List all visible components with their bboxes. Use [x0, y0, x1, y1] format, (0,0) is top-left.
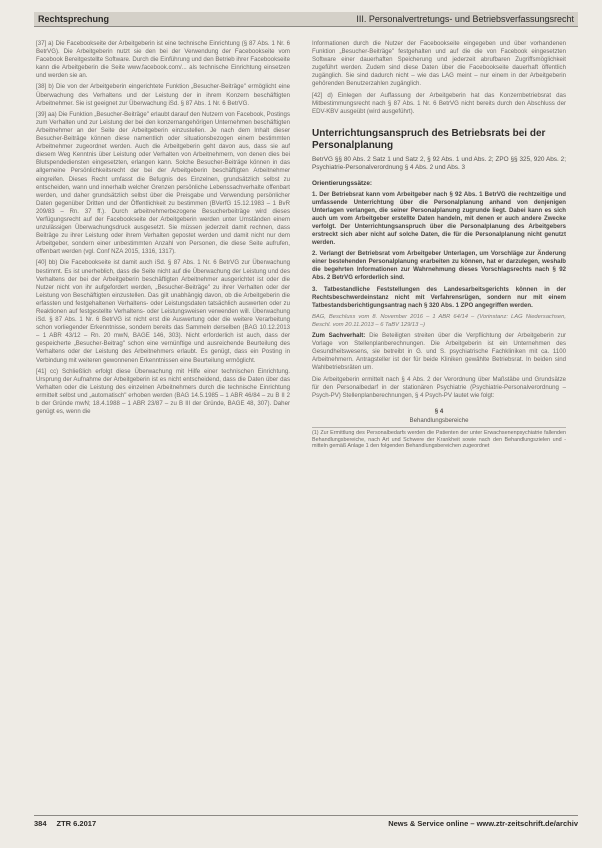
- continued-paragraph: Informationen durch die Nutzer der Facebookseite eingegeben und über vorhandenen Funktion „Besucher-Beiträge" festgehalten und auf die die von Facebook eingesetzten Software einer dauerhaften Speicherung und jederzeit abrufbaren Zugriffsmöglichkeit zugeführt werden. Zudem sind diese Daten über die Facebookseite dauerhaft öffentlich zugänglich. Sie sind dadurch nicht – wie das LAG meint – nur einem in der Arbeitgeberin gehörenden Benutzerzahlen zugänglich.: [312, 40, 566, 88]
- section-title: Unterrichtungsanspruch des Betriebsrats bei der Personalplanung: [312, 127, 546, 151]
- guiding-principle-1: 1. Der Betriebsrat kann vom Arbeitgeber nach § 92 Abs. 1 BetrVG die rechtzeitige und umfassende Unterrichtung über die Personalplanung anhand von denjenigen Unterlagen verlangen, die seiner Personalplanung zugrunde liegt. Dabei kann es sich auch um vom Arbeitgeber erstellte Daten handeln, mit denen er auch andere Zwecke verfolgt. Der Unterrichtungsanspruch über die Personalplanung des Arbeitgebers erstreckt sich aber nicht auf solche Daten, die für die Personalplanung nicht genutzt werden.: [312, 190, 566, 247]
- header-chapter-title: III. Personalvertretungs- und Betriebsverfassungsrecht: [356, 14, 574, 24]
- statute-paragraph-title: Behandlungsbereiche: [409, 416, 469, 424]
- facts-paragraph-1: [312, 332, 566, 372]
- guiding-principle-2: 2. Verlangt der Betriebsrat vom Arbeitgeber Unterlagen, um Vorschläge zur Änderung einer bestehenden Personalplanung erarbeiten zu können, hat er darzulegen, weshalb die begehrten Informationen zur Wahrnehmung dieses Vorschlagsrechts nach § 92 Abs. 2 BetrVG erforderlich sind.: [312, 250, 566, 282]
- facts-paragraph-2: Die Arbeitgeberin ermittelt nach § 4 Abs. 2 der Verordnung über Maßstäbe und Grundsätze für den Personalbedarf in der stationären Psychiatrie (Psychiatrie-Personalverordnung – Psych-PV) Stellenplanberechnungen, § 4 Psych-PV lautet wie folgt:: [312, 375, 566, 399]
- paragraph-41: [41] cc) Schließlich erfolgt diese Überwachung mit Hilfe einer technischen Einrichtung. Ursprung der Aufnahme der Arbeitgeberin ist es nicht entscheidend, dass die Daten über das Verhalten oder die Leistung des einzelnen Arbeitnehmers durch die technische Einrichtung ermittelt selbst und „automatisch" erhoben werden (BAG 14.5.1985 – 1 ABR 46/84 – zu B II 2 b der Gründe mwN; 18.4.1988 – 1 ABR 23/87 – zu B III der Gründe, BAGE 48, 307). Daher genügt es, wenn die: [36, 367, 290, 416]
- paragraph-37: [37] a) Die Facebookseite der Arbeitgeberin ist eine technische Einrichtung (§ 87 Abs. 1 Nr. 6 BetrVG). Die Arbeitgeberin nutzt sie den bei der Verwendung der Facebookseite vom Facebook Bereitgestellte Software. Durch die Einführung und den Betrieb ihrer Facebookseite kann die Arbeitgeberin die Seite www.facebook.com/... als technische Einrichtung einsetzen und werden sie an.: [36, 40, 290, 80]
- right-column: [312, 40, 566, 450]
- facts-label: Zum Sachverhalt:: [312, 332, 366, 340]
- paragraph-39: [39] aa) Die Funktion „Besucher-Beiträge" erlaubt darauf den Nutzern von Facebook, Postings zum Verhalten und zur Leistung der bei den konzernangehörigen Unternehmen beschäftigten Arbeitnehmer an der Seite der Arbeitgeberin einzustellen. Je nach dem Inhalt dieser Besucher-Beiträge können diese namentlich oder situationsbezogen einem bestimmten Arbeitnehmer zugeordnet werden. Auch die Arbeitgeberin geht davon aus, dass sie auf diesem Weg Kenntnis über Leistung oder Verhalten von Arbeitnehmern, von denen dies bei Blutspendediensten eingesetzten, erlangen kann. Solche Besucher-Beiträge können in das allgemeine Persönlichkeitsrecht der bei der Arbeitgeberin beschäftigten Arbeitnehmer eingreifen. Dieses Recht umfasst die Befugnis des Einzelnen, grundsätzlich selbst zu entscheiden, wann und innerhalb welcher Grenzen persönliche Lebenssachverhalte offenbart werden, und daher grundsätzlich selbst über die Preisgabe und Verwendung persönlicher Daten gegenüber Dritten und der Öffentlichkeit zu bestimmen (BVerfG 15.12.1983 – 1 BvR 209/83 – Rn. 37 ff.). Durch arbeitnehmerbezogene Besucherbeiträge wird dieses Verfügungsrecht auf der Facebookseite der Arbeitgeberin werden unter Umständen einem unzulässigen Überwachungsdruck ausgesetzt. Sie müssen jederzeit damit rechnen, dass Beiträge zu ihrer Leistung oder ihrem Verhalten gepostet werden und damit nicht nur dem Arbeitgeber, sondern einer unbestimmten Anzahl von Personen, die diese Seite aufrufen, offenbart werden (vgl. Conf NZA 2015, 1316, 1317).: [36, 110, 290, 256]
- decision-citation: BAG, Beschluss vom 8. November 2016 – 1 ABR 64/14 – (Vorinstanz: LAG Niedersachsen, Beschl. vom 20.11.2013 – 6 TaBV 129/13 –): [312, 313, 566, 328]
- page-footer: [34, 815, 578, 830]
- journal-issue: ZTR 6.2017: [56, 818, 97, 828]
- paragraph-42: [42] d) Einlegen der Auffassung der Arbeitgeberin hat das Konzernbetriebsrat das Mitbestimmungsrecht nach § 87 Abs. 1 Nr. 6 BetrVG nicht bereits durch den Abschluss der EDV-KBV ausgeübt (wird ausgeführt).: [312, 91, 566, 115]
- paragraph-40: [40] bb) Die Facebookseite ist damit auch iSd. § 87 Abs. 1 Nr. 6 BetrVG zur Überwachung bestimmt. Es ist unerheblich, dass die Seite nicht auf die Überwachung der Leistung und des Verhaltens der bei der Arbeitgeberin beschäftigten Arbeitnehmer ausgerichtet ist oder die Nutzer nicht von ihr aufgefordert werden, „Besucher-Beiträge" zu ihrer Verhalten oder der Leistung von Beschäftigten einzustellen. Das gilt unabhängig davon, ob die Arbeitgeberin die erfassten und festgehaltenen Verhaltens- oder Leistungsdaten tatsächlich auswerten oder zu Reaktionen auf festgestellte Verhaltens- oder Leistungsweisen verwenden will. Überwachung iSd. § 87 Abs. 1 Nr. 6 BetrVG ist nicht erst die Auswertung oder die weitere Verarbeitung schon vorliegender Erkenntnisse, sondern bereits das Sammeln derselben (BAG 10.12.2013 – 1 ABR 43/12 – Rn. 20 mwN, BAGE 146, 303). Nicht erforderlich ist auch, dass der gespeicherte „Besucher-Beitrag" schon eine vernünftige und ausreichende Beurteilung des Verhaltens oder der Leistung des Arbeitnehmers erlaubt. Es genügt, dass ein Posting in Verbindung mit weiteren gewonnenen Erkenntnissen eine Beurteilung ermöglicht.: [36, 259, 290, 364]
- footer-website-link[interactable]: News & Service online – www.ztr-zeitschrift.de/archiv: [388, 818, 578, 828]
- statute-paragraph-number: § 4: [434, 407, 444, 415]
- guiding-principles-label: Orientierungssätze:: [312, 180, 373, 188]
- left-column: [36, 40, 290, 419]
- guiding-principle-3: 3. Tatbestandliche Feststellungen des Landesarbeitsgerichts können in der Rechtsbeschwerdeinstanz nicht mit Verfahrensrügen, sondern nur mit einem Tatbestandsberichtigungsantrag nach § 320 Abs. 1 ZPO angegriffen werden.: [312, 285, 566, 309]
- page-number: 384: [34, 818, 47, 828]
- statute-text: (1) Zur Ermittlung des Personalbedarfs werden die Patienten der unter Erwachsenenpsychiatrie fallenden Behandlungsbereiche, nach Art und Schwere der Krankheit sowie nach den Behandlungszielen und -mitteln gemäß Anlage 1 den folgenden Behandlungsbereichen zugeordnet: [312, 427, 566, 450]
- statute-references: BetrVG §§ 80 Abs. 2 Satz 1 und Satz 2, § 92 Abs. 1 und Abs. 2; ZPO §§ 325, 920 Abs. 2; Psychiatrie-Personalverordnung § 4 Abs. 2 und Abs. 3: [312, 155, 566, 172]
- footer-left: [34, 819, 96, 828]
- header-section-title: Rechtsprechung: [38, 14, 110, 24]
- paragraph-38: [38] b) Die von der Arbeitgeberin eingerichtete Funktion „Besucher-Beiträge" ermöglicht eine Überwachung des Verhaltens und der Leistung der in ihrem Konzern beschäftigten Arbeitnehmer. Sie ist geeignet zur Überwachung iSd. § 87 Abs. 1 Nr. 6 BetrVG.: [36, 83, 290, 107]
- page-header: [34, 12, 578, 27]
- facts-text-1: Die Beteiligten streiten über die Verpflichtung der Arbeitgeberin zur Vorlage von Stellenplanberechnungen. Die Arbeitgeberin ist ein Unternehmen des Gesundheitswesens, sie betreibt in G. und S. psychiatrische Fachkliniken mit ca. 1100 Arbeitnehmern. Antragsteller ist der für beide Kliniken gewählte Betriebsrat. In beiden sind Wahlbetriebsräten um.: [312, 332, 566, 372]
